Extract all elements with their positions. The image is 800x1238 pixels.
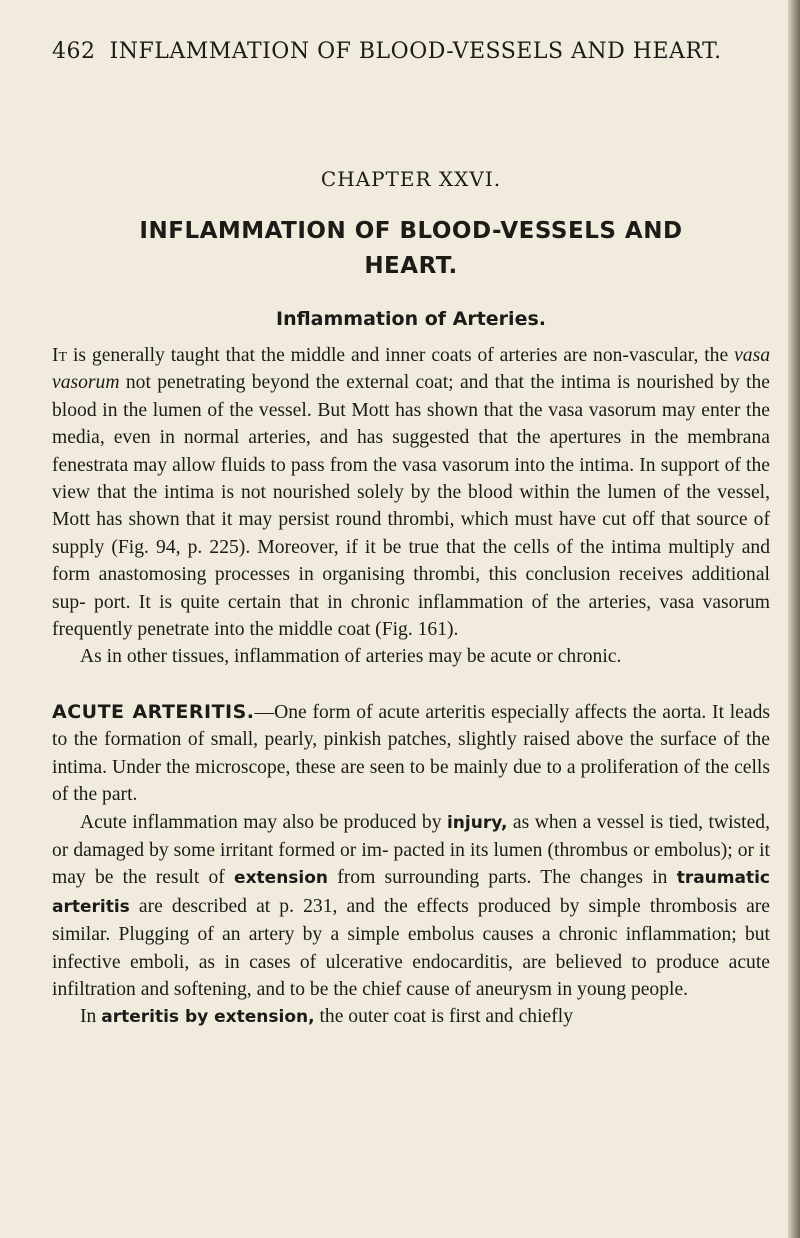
book-spine-edge xyxy=(788,0,800,1238)
paragraph-5-text-b: the outer coat is first and chiefly xyxy=(314,1006,574,1028)
running-head-title: INFLAMMATION OF BLOOD-VESSELS AND HEART. xyxy=(109,39,722,64)
paragraph-1-text-a: is generally taught that the middle and inner coats of arteries are non-vascular, the xyxy=(67,345,735,366)
paragraph-acute-arteritis xyxy=(52,699,770,809)
term-arteritis-by-extension: arteritis by extension, xyxy=(101,1007,315,1028)
page-number: 462 xyxy=(52,39,96,64)
chapter-title xyxy=(52,214,770,284)
paragraph-5-text-a: In xyxy=(80,1006,102,1028)
paragraph-1-lead: It xyxy=(52,345,68,366)
paragraph-4-text-c: from surrounding parts. The changes in xyxy=(328,867,677,889)
paragraph-2: As in other tissues, inflammation of arteries may be acute or chronic. xyxy=(80,646,622,668)
section-gap xyxy=(52,671,770,699)
term-extension: extension xyxy=(234,868,329,889)
paragraph-4-text-a: Acute inflammation may also be produced by xyxy=(80,811,447,833)
book-page xyxy=(52,38,770,1032)
paragraph-4-text-b: as when a vessel is tied, twisted, or damaged by some irritant formed or im- pacted in its lumen (thrombus or embolus); or it may be the result of xyxy=(52,811,770,889)
chapter-number: CHAPTER XXVI. xyxy=(320,167,502,191)
acute-arteritis-text: —One form of acute arteritis especially affects the aorta. It leads to the formation of small, pearly, pinkish patches, slightly raised above the surface of the intima. Under the microscope, these are seen to be mainly due to a proliferation of the cells of the part. xyxy=(52,701,771,806)
chapter-title-line-1: INFLAMMATION OF BLOOD-VESSELS AND xyxy=(139,218,683,244)
paragraph-4-text-d: are described at p. 231, and the effects produced by simple thrombosis are similar. Plugging of an artery by a simple embolus causes a chronic inflammation; but infective emboli, as in cases of ulcerative endocarditis, are believed to produce acute infiltration and softening, and to be the chief cause of aneurysm in young people. xyxy=(52,895,770,1000)
paragraph-4 xyxy=(52,809,770,1004)
chapter-title-line-2: HEART. xyxy=(364,253,458,279)
paragraph-5 xyxy=(52,1003,770,1031)
paragraph-1-emphasis: vasa vasorum xyxy=(52,345,770,394)
term-injury: injury, xyxy=(446,812,508,833)
paragraph-1 xyxy=(52,342,770,643)
term-traumatic-arteritis: traumatic arteritis xyxy=(52,868,770,917)
acute-arteritis-heading: ACUTE ARTERITIS. xyxy=(52,700,255,723)
running-head xyxy=(52,38,770,66)
section-title: Inflammation of Arteries. xyxy=(276,308,546,330)
paragraph-1-text-b: not penetrating beyond the external coat; and that the intima is nourished by the blood in the lumen of the vessel. But Mott has shown that the vasa vasorum may enter the media, even in normal arteries, and has suggested that the apertures in the membrana fenestrata may allow fluids to pass from the vasa vasorum into the intima. In support of the view that the intima is not nourished solely by the blood within the lumen of the vessel, Mott has shown that it may persist round thrombi, which must have cut off that source of supply (Fig. 94, p. 225). Moreover, if it be true that the cells of the intima multiply and form anastomosing processes in organising thrombi, this conclusion receives additional sup- port. It is quite certain that in chronic inflammation of the arteries, vasa vasorum frequently penetrate into the middle coat (Fig. 161). xyxy=(52,372,770,641)
